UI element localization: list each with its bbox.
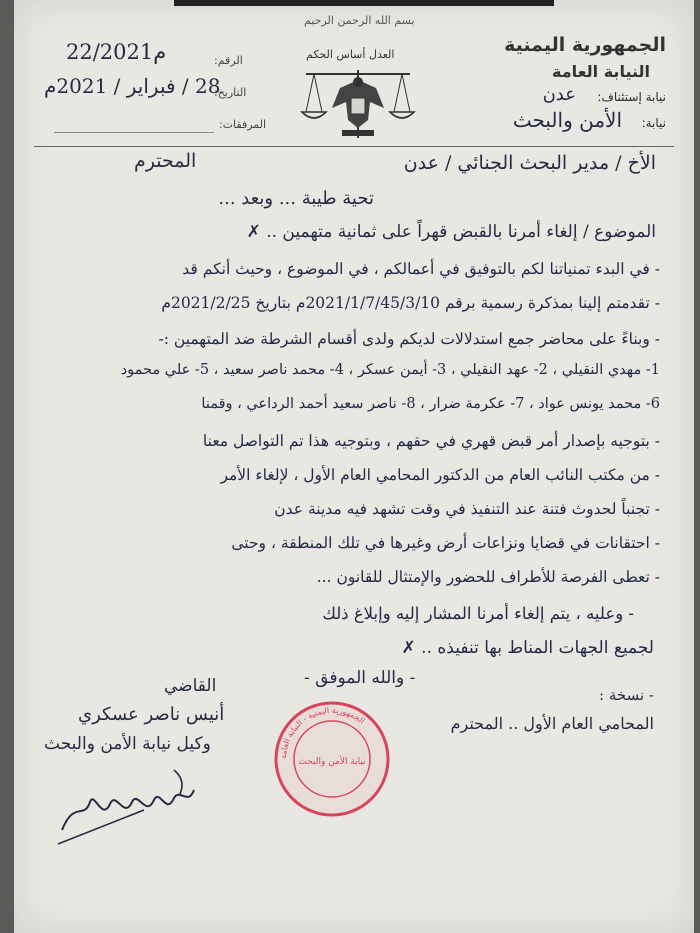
motto: العدل أساس الحكم — [306, 48, 395, 61]
body-line: - تقدمتم إلينا بمذكرة رسمية برقم 2021/1/7/45/3/10م بتاريخ 2021/2/25م — [161, 294, 660, 312]
body-line: 1- مهدي النقيلي ، 2- عهد النقيلي ، 3- أيمن عسكر ، 4- محمد ناصر سعيد ، 5- علي محمود — [120, 362, 660, 378]
header-divider — [34, 146, 674, 147]
appeal-value: عدن — [542, 84, 576, 105]
attachments-label: المرفقات: — [219, 118, 267, 131]
body-line: - تعطى الفرصة للأطراف للحضور والإمتثال للقانون ... — [316, 568, 660, 586]
ref-value: 22/2021م — [66, 40, 167, 64]
body-line: - في البدء تمنياتنا لكم بالتوفيق في أعمالكم ، في الموضوع ، وحيث أنكم قد — [182, 260, 660, 278]
ref-label: الرقم: — [214, 54, 243, 67]
date-label: التاريخ: — [214, 86, 247, 99]
judge-role: وكيل نيابة الأمن والبحث — [44, 734, 211, 754]
body-line: - تجنباً لحدوث فتنة عند التنفيذ في وقت تشهد فيه مدينة عدن — [274, 500, 660, 518]
stamp-center-text: نيابة الأمن والبحث — [298, 757, 366, 767]
attachments-line — [54, 132, 214, 133]
conclusion-cont: لجميع الجهات المناط بها تنفيذه .. ✗ — [401, 638, 654, 658]
stamp-ring-text: الجمهورية اليمنية - النيابة العامة — [278, 705, 367, 760]
office-name: النيابة العامة — [552, 62, 650, 81]
subject-line: الموضوع / إلغاء أمرنا بالقبض قهراً على ثمانية متهمين .. ✗ — [246, 222, 656, 242]
body-line: - بتوجيه بإصدار أمر قبض قهري في حقهم ، وبتوجيه هذا تم التواصل معنا — [202, 432, 660, 450]
recipient-honorific: المحترم — [134, 150, 197, 172]
basmala: بسم الله الرحمن الرحيم — [304, 14, 415, 27]
greeting: تحية طيبة ... وبعد ... — [218, 188, 374, 209]
body-line: - احتقانات في قضايا ونزاعات أرض وغيرها في تلك المنطقة ، وحتى — [231, 534, 660, 552]
copy-label: - نسخة : — [599, 686, 654, 704]
signature-icon — [54, 760, 204, 850]
country-name: الجمهورية اليمنية — [504, 34, 666, 56]
conclusion: - وعليه ، يتم إلغاء أمرنا المشار إليه وإبلاغ ذلك — [322, 604, 634, 623]
body-line: - من مكتب النائب العام من الدكتور المحامي العام الأول ، لإلغاء الأمر — [220, 466, 660, 484]
judge-name: أنيس ناصر عسكري — [78, 704, 225, 725]
recipient: الأخ / مدير البحث الجنائي / عدن — [403, 152, 656, 174]
document-page — [14, 0, 694, 933]
top-edge-bar — [174, 0, 554, 6]
prosecution-label: نيابة: — [641, 116, 666, 130]
official-stamp — [272, 700, 392, 818]
eagle-emblem-icon — [296, 62, 420, 142]
date-value: 28 / فبراير / 2021م — [44, 74, 221, 98]
body-line: 6- محمد يونس عواد ، 7- عكرمة ضرار ، 8- ناصر سعيد أحمد الرداعي ، وقمنا — [201, 396, 660, 412]
judge-title: القاضي — [164, 676, 217, 696]
body-line: - وبناءً على محاضر جمع استدلالات لديكم ولدى أقسام الشرطة ضد المتهمين :- — [158, 330, 660, 348]
closing: - والله الموفق - — [304, 668, 416, 688]
appeal-label: نيابة إستئناف: — [597, 90, 666, 104]
copy-recipient: المحامي العام الأول .. المحترم — [450, 714, 654, 733]
prosecution-value: الأمن والبحث — [512, 108, 622, 132]
